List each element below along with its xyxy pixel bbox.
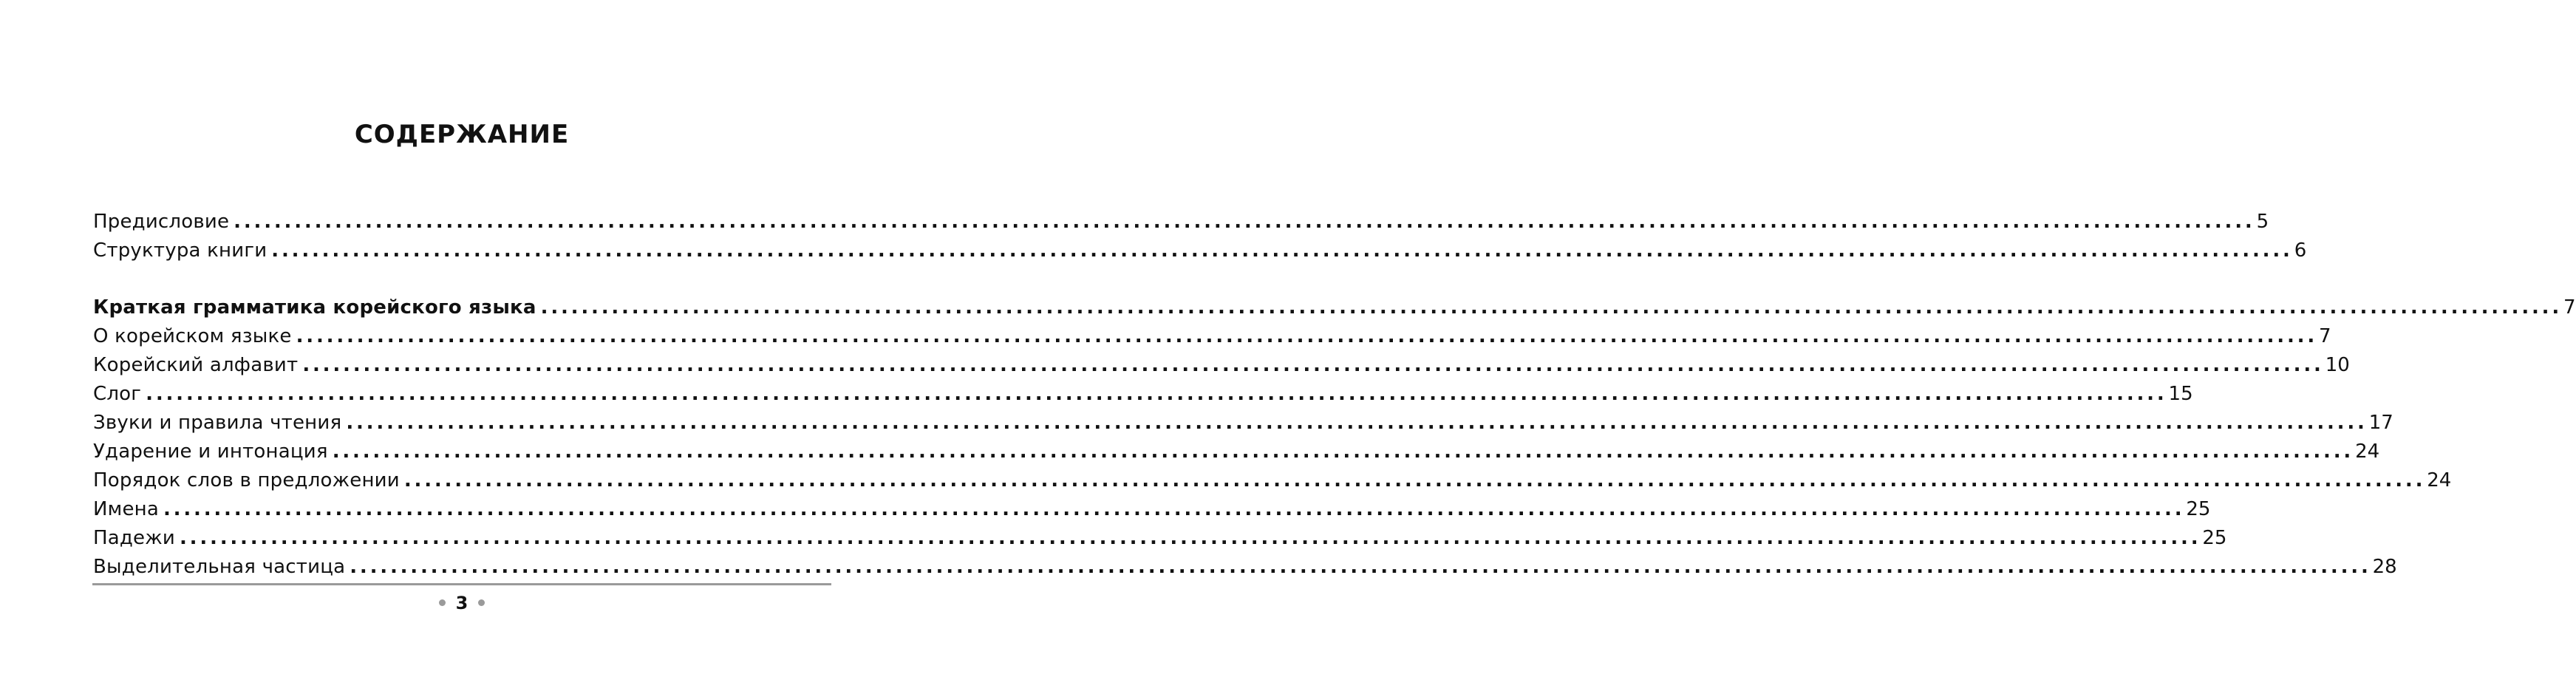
toc-entry xyxy=(93,380,2193,409)
toc-entry xyxy=(93,466,2452,495)
toc-entry-page: 25 xyxy=(2202,527,2227,549)
toc-section-heading xyxy=(93,293,2576,322)
toc-entry-title: Краткая грамматика корейского языка xyxy=(93,296,536,319)
toc-entry-title: Слог xyxy=(93,383,142,405)
toc-entry-page: 7 xyxy=(2319,325,2331,347)
toc-entry xyxy=(93,237,2307,265)
footer-divider xyxy=(92,583,831,585)
toc-entry-title: Выделительная частица xyxy=(93,556,346,578)
toc-entry-page: 5 xyxy=(2256,211,2269,233)
toc-entry-title: Падежи xyxy=(93,527,175,549)
toc-entry-title: Предисловие xyxy=(93,211,230,233)
page-title: СОДЕРЖАНИЕ xyxy=(354,120,570,149)
dot-leader: ........................................................................................................................................................................................................ xyxy=(346,412,2368,434)
toc-entry xyxy=(93,495,2211,524)
toc-entry-page: 7 xyxy=(2563,296,2576,319)
toc-entry-title: Звуки и правила чтения xyxy=(93,412,342,434)
toc-entry-page: 28 xyxy=(2372,556,2397,578)
page-footer xyxy=(0,591,924,615)
dot-leader: ........................................................................................................................................................................................................ xyxy=(271,239,2293,262)
toc-entry-title: Ударение и интонация xyxy=(93,440,328,463)
toc-entry xyxy=(93,322,2331,351)
bullet-dot-icon xyxy=(478,599,485,606)
toc-entry-page: 24 xyxy=(2355,440,2380,463)
toc-entry-title: Имена xyxy=(93,498,159,520)
dot-leader: ........................................................................................................................................................................................................ xyxy=(163,498,2185,520)
toc-entry xyxy=(93,524,2227,553)
dot-leader: ........................................................................................................................................................................................................ xyxy=(332,440,2354,463)
dot-leader: ........................................................................................................................................................................................................ xyxy=(146,383,2167,405)
dot-leader: ........................................................................................................................................................................................................ xyxy=(296,325,2318,347)
toc-entry-page: 10 xyxy=(2325,354,2350,376)
toc-entry-page: 25 xyxy=(2186,498,2211,520)
dot-leader: ........................................................................................................................................................................................................ xyxy=(179,527,2201,549)
dot-leader: ........................................................................................................................................................................................................ xyxy=(403,469,2426,491)
toc-entry-page: 15 xyxy=(2168,383,2193,405)
bullet-dot-icon xyxy=(439,599,446,606)
dot-leader: ........................................................................................................................................................................................................ xyxy=(302,354,2324,376)
toc-grammar-section xyxy=(93,293,2576,582)
dot-leader: ........................................................................................................................................................................................................ xyxy=(350,556,2371,578)
dot-leader: ........................................................................................................................................................................................................ xyxy=(234,211,2255,233)
toc-entry xyxy=(93,553,2397,582)
toc-entry-page: 6 xyxy=(2294,239,2307,262)
toc-entry-title: Порядок слов в предложении xyxy=(93,469,400,491)
toc-entry-page: 24 xyxy=(2427,469,2452,491)
toc-entry-title: Корейский алфавит xyxy=(93,354,299,376)
toc-entry xyxy=(93,351,2350,380)
page-number: 3 xyxy=(455,593,468,613)
toc-entry xyxy=(93,409,2393,438)
toc-entry xyxy=(93,208,2269,237)
dot-leader: ........................................................................................................................................................................................................ xyxy=(540,296,2563,319)
toc-entry-title: Структура книги xyxy=(93,239,268,262)
toc-entry-page: 17 xyxy=(2368,412,2393,434)
toc-entry xyxy=(93,438,2380,466)
toc-entry-title: О корейском языке xyxy=(93,325,292,347)
toc-front-matter xyxy=(93,208,2307,265)
